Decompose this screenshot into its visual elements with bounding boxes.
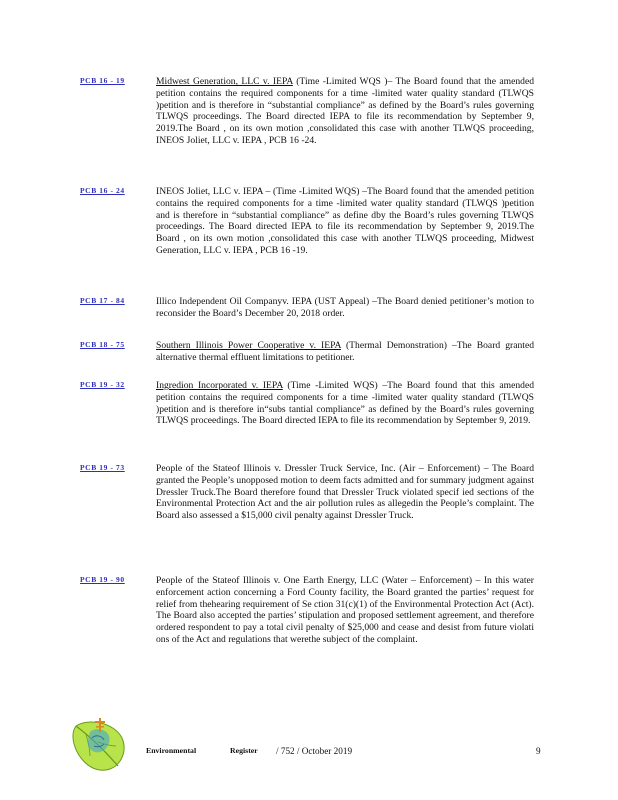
case-summary-text: (Thermal Demonstration) –The Board granted alternative thermal effluent limitations to petitioner. bbox=[156, 340, 534, 363]
case-summary-text: INEOS Joliet, LLC v. IEPA – (Time -Limited WQS) –The Board found that the amended petition contains the required components for a time -limited water quality standard (TLWQS )petition and is therefore in “substantial compliance” as define dby the Board’s rules governing TLWQS proceedings. The Board directed IEPA to file its recommendation by September 9, 2019.The Board , on its own motion ,consolidated this case with another TLWQS proceeding, Midwest Generation, LLC v. IEPA , PCB 16 -19. bbox=[156, 186, 534, 256]
case-number-link[interactable]: PCB 18 - 75 bbox=[80, 340, 125, 349]
case-summary bbox=[156, 380, 534, 427]
case-summary-text: People of the Stateof Illinois v. One Earth Energy, LLC (Water – Enforcement) – In this water enforcement action concerning a Ford County facility, the Board granted the parties’ request for relief from thehearing requirement of Se ction 31(c)(1) of the Environmental Protection Act (Act). The Board also accepted the parties’ stipulation and proposed settlement agreement, and therefore ordered respondent to pay a total civil penalty of $25,000 and cease and desist from future violati ons of the Act and regulations that werethe subject of the complaint. bbox=[156, 575, 534, 645]
case-number-link[interactable]: PCB 16 - 24 bbox=[80, 186, 125, 195]
case-summary bbox=[156, 76, 534, 147]
case-number-link[interactable]: PCB 19 - 32 bbox=[80, 380, 125, 389]
case-summary bbox=[156, 463, 534, 522]
case-summary-text: People of the Stateof Illinois v. Dressler Truck Service, Inc. (Air – Enforcement) – The Board granted the People’s unopposed motion to deem facts admitted and for summary judgment against Dressler Truck.The Board therefore found that Dressler Truck violated specif ied sections of the Environmental Protection Act and the air pollution rules as allegedin the People’s complaint. The Board also assessed a $15,000 civil penalty against Dressler Truck. bbox=[156, 463, 534, 522]
case-number-link[interactable]: PCB 19 - 90 bbox=[80, 575, 125, 584]
case-summary bbox=[156, 186, 534, 257]
case-summary-text: (Time -Limited WQS) –The Board found that this amended petition contains the required components for a time -limited water quality standard (TLWQS )petition and is therefore in“subs tantial compliance” as defined by the Board’s rules governing TLWQS proceedings. The Board directed IEPA to file its recommendation by September 9, 2019. bbox=[156, 380, 534, 427]
page-number: 9 bbox=[536, 746, 541, 756]
case-title-link[interactable]: Southern Illinois Power Cooperative v. IEPA bbox=[156, 340, 341, 351]
case-summary bbox=[156, 575, 534, 646]
case-title-link[interactable]: Midwest Generation, LLC v. IEPA bbox=[156, 76, 293, 87]
footer-publication: Environmental bbox=[146, 746, 197, 755]
footer-register: Register bbox=[230, 746, 258, 755]
case-number-link[interactable]: PCB 17 - 84 bbox=[80, 296, 125, 305]
case-summary-text: Illico Independent Oil Companyv. IEPA (UST Appeal) –The Board denied petitioner’s motion to reconsider the Board’s December 20, 2018 order. bbox=[156, 296, 534, 319]
case-summary bbox=[156, 296, 534, 320]
environmental-register-logo-icon bbox=[70, 716, 130, 772]
case-summary-text: (Time -Limited WQS )– The Board found that the amended petition contains the required components for a time -limited water quality standard (TLWQS )petition and is therefore in “substantial compliance” as defined by the Board’s rules governing TLWQS proceedings. The Board directed IEPA to file its recommendation by September 9, 2019.The Board , on its own motion ,consolidated this case with another TLWQS proceeding, INEOS Joliet, LLC v. IEPA , PCB 16 -24. bbox=[156, 76, 534, 146]
case-title-link[interactable]: Ingredion Incorporated v. IEPA bbox=[156, 380, 283, 391]
case-number-link[interactable]: PCB 19 - 73 bbox=[80, 463, 125, 472]
case-summary bbox=[156, 340, 534, 364]
case-number-link[interactable]: PCB 16 - 19 bbox=[80, 76, 125, 85]
footer-issue: / 752 / October 2019 bbox=[276, 746, 353, 756]
